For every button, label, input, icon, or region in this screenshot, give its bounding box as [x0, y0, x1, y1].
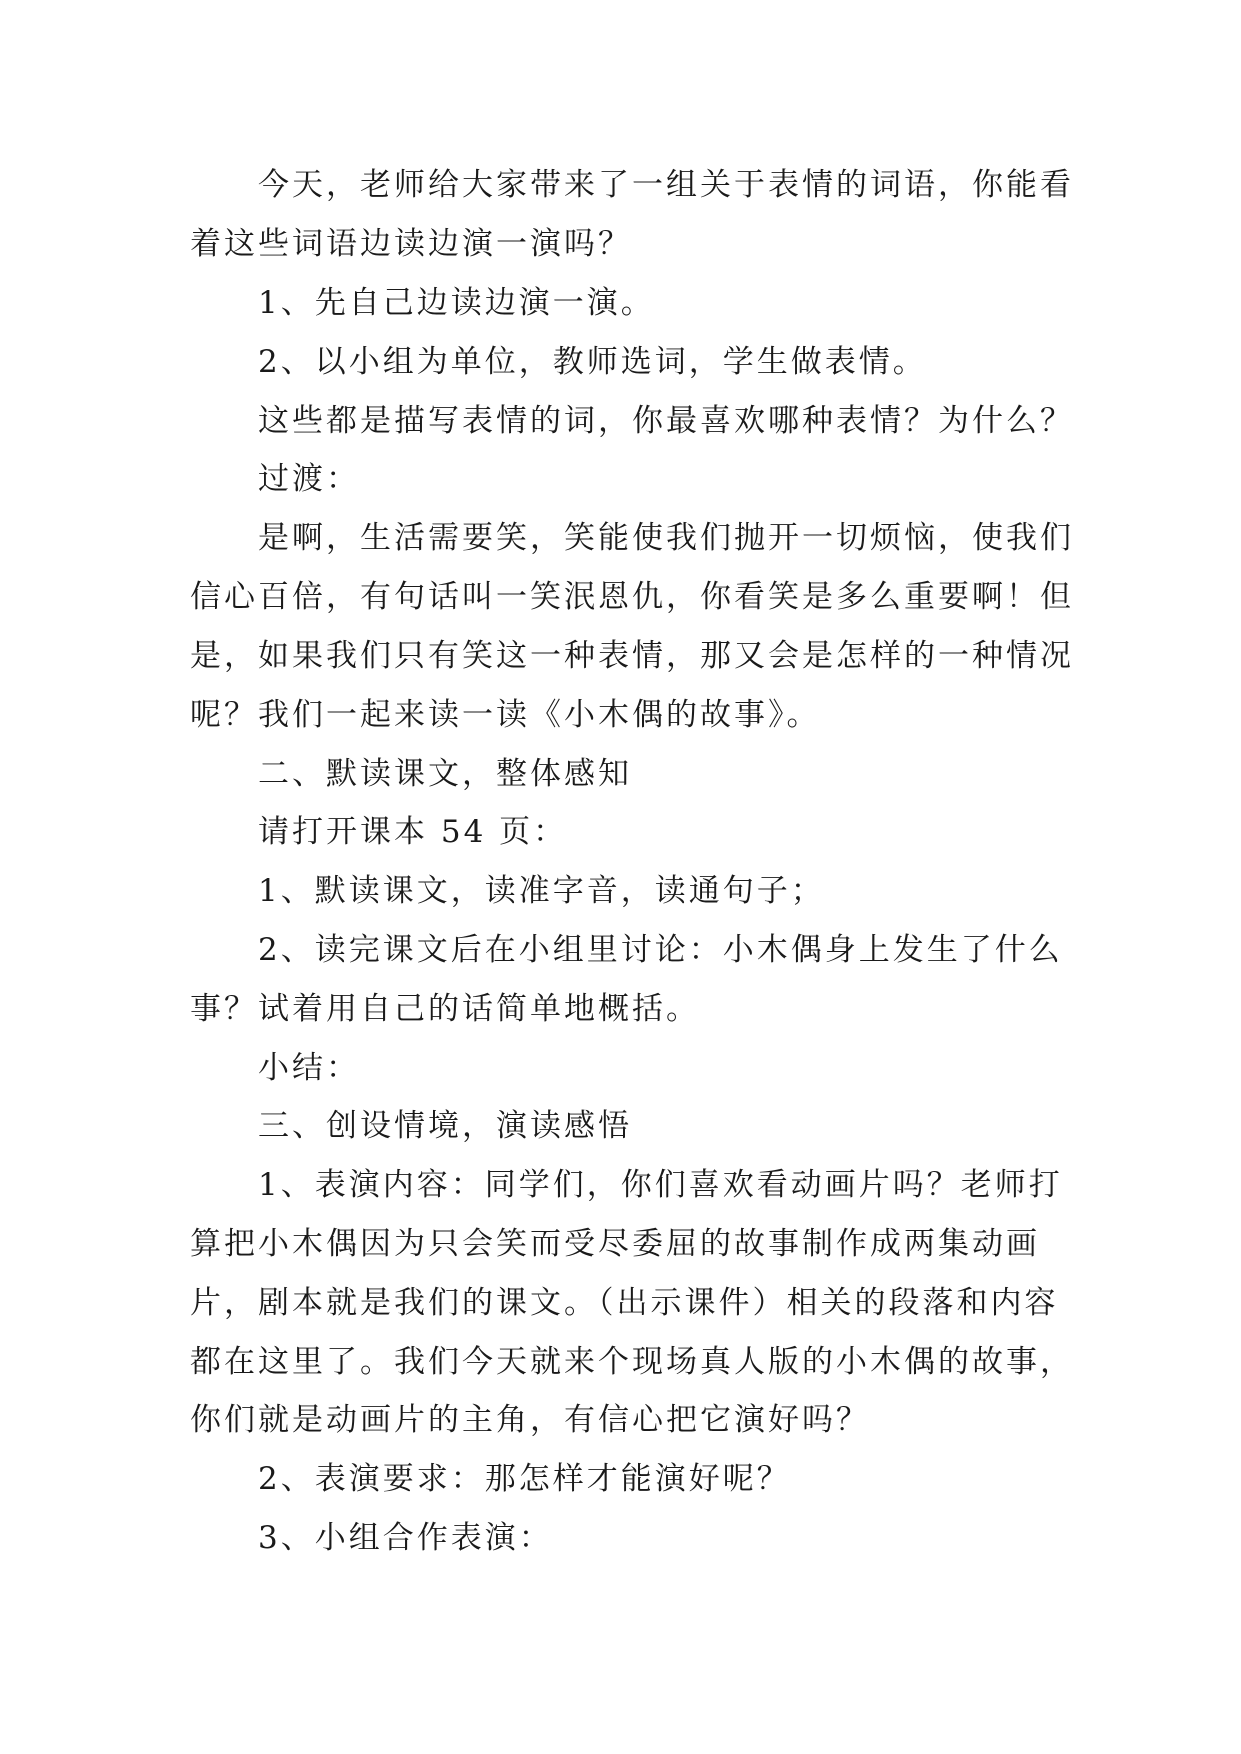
- text-line: 呢？我们一起来读一读《小木偶的故事》。: [190, 697, 821, 733]
- text-line: 2、表演要求：那怎样才能演好呢？: [258, 1461, 791, 1497]
- text-line: 过渡：: [258, 461, 360, 497]
- text-line: 今天，老师给大家带来了一组关于表情的词语，你能看: [258, 167, 1074, 203]
- text-line: 3、小组合作表演：: [258, 1520, 553, 1556]
- text-line: 是，如果我们只有笑这一种表情，那又会是怎样的一种情况: [190, 638, 1074, 674]
- text-line: 2、以小组为单位，教师选词，学生做表情。: [258, 344, 927, 380]
- text-line: 着这些词语边读边演一演吗？: [190, 226, 632, 262]
- text-line: 小结：: [258, 1050, 360, 1086]
- text-line: 信心百倍，有句话叫一笑泯恩仇，你看笑是多么重要啊！但: [190, 579, 1074, 615]
- text-line: 你们就是动画片的主角，有信心把它演好吗？: [190, 1402, 870, 1438]
- text-line: 事？试着用自己的话简单地概括。: [190, 991, 700, 1027]
- section-heading: 二、默读课文，整体感知: [258, 756, 632, 792]
- text-line: 1、先自己边读边演一演。: [258, 285, 655, 321]
- text-line: 请打开课本 54 页：: [258, 814, 568, 850]
- section-heading: 三、创设情境，演读感悟: [258, 1108, 632, 1144]
- text-line: 是啊，生活需要笑，笑能使我们抛开一切烦恼，使我们: [258, 520, 1074, 556]
- text-line: 1、默读课文，读准字音，读通句子；: [258, 873, 825, 909]
- text-line: 片，剧本就是我们的课文。（出示课件）相关的段落和内容: [190, 1285, 1059, 1321]
- text-line: 算把小木偶因为只会笑而受尽委屈的故事制作成两集动画: [190, 1226, 1040, 1262]
- text-line: 都在这里了。我们今天就来个现场真人版的小木偶的故事，: [190, 1344, 1074, 1380]
- text-line: 这些都是描写表情的词，你最喜欢哪种表情？为什么？: [258, 403, 1074, 439]
- text-line: 2、读完课文后在小组里讨论：小木偶身上发生了什么: [258, 932, 1063, 968]
- text-line: 1、表演内容：同学们，你们喜欢看动画片吗？老师打: [258, 1167, 1063, 1203]
